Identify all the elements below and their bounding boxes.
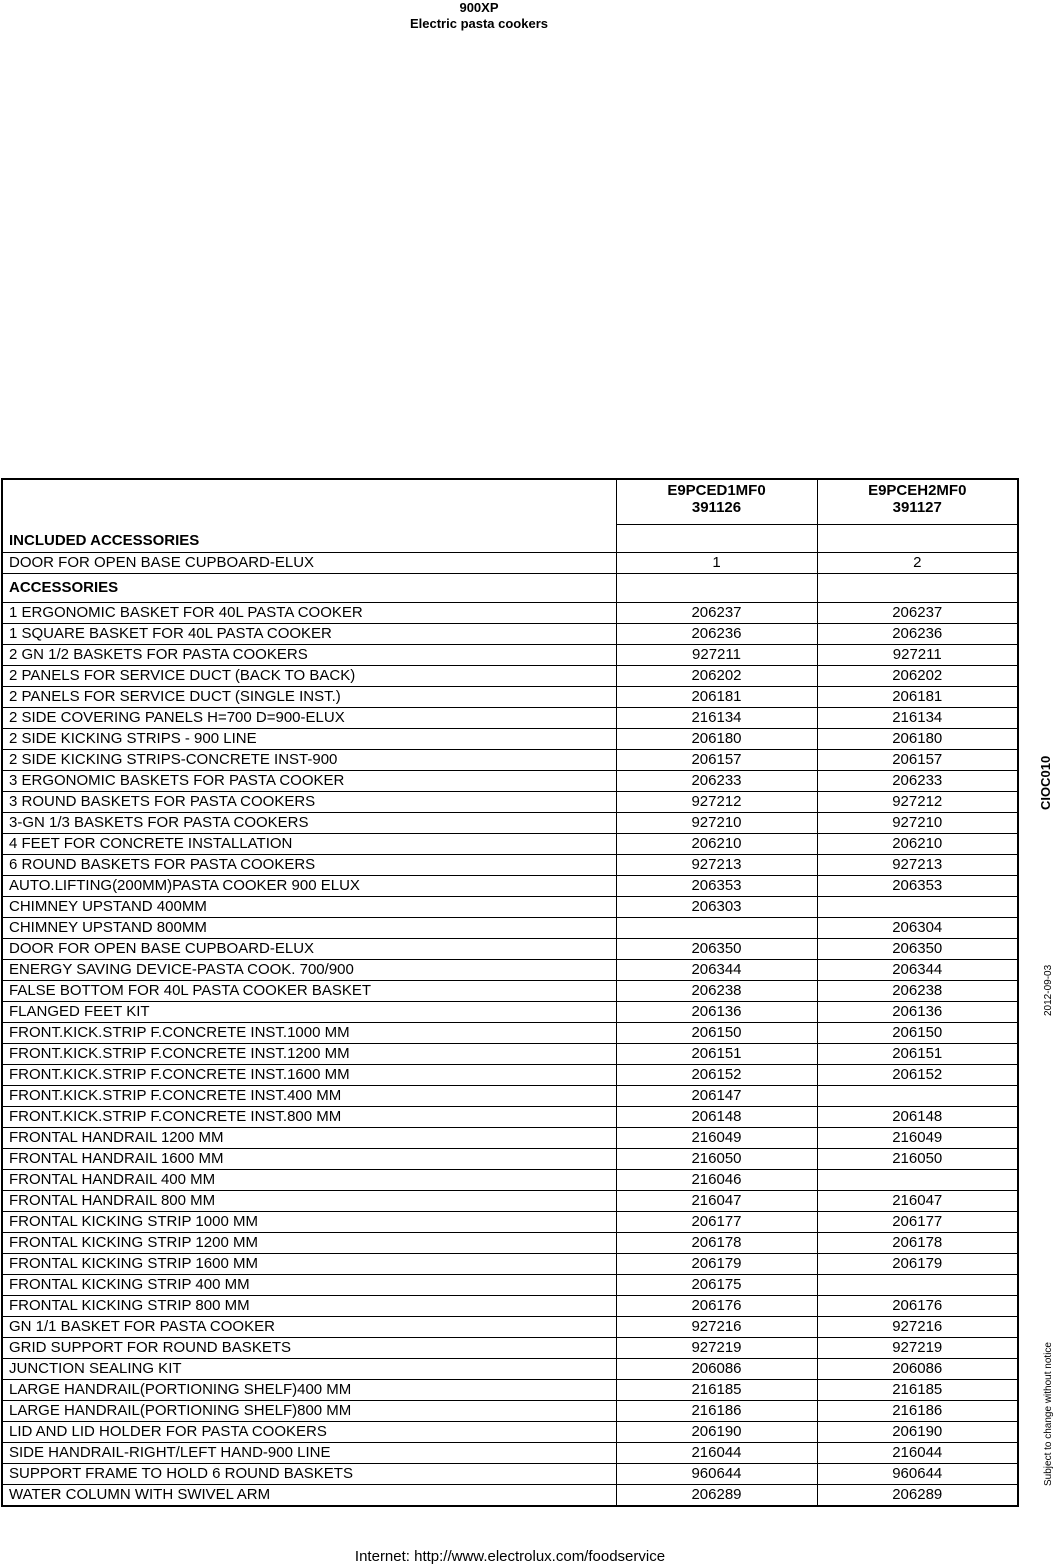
model-1-value: 206190: [616, 1422, 817, 1443]
accessory-name: FRONTAL HANDRAIL 800 MM: [2, 1191, 616, 1212]
model-1-value: 216050: [616, 1149, 817, 1170]
model-2-value: [817, 897, 1018, 918]
table-row: [2, 918, 1018, 939]
table-row: [2, 960, 1018, 981]
table-row: [2, 750, 1018, 771]
accessory-name: FRONT.KICK.STRIP F.CONCRETE INST.1600 MM: [2, 1065, 616, 1086]
accessory-name: FRONT.KICK.STRIP F.CONCRETE INST.1000 MM: [2, 1023, 616, 1044]
section-heading-row: [2, 574, 1018, 603]
model-2-value: 927212: [817, 792, 1018, 813]
page-header: [0, 0, 958, 32]
model-2-value: 206150: [817, 1023, 1018, 1044]
model-2-value: 216134: [817, 708, 1018, 729]
model-1-value: 216044: [616, 1443, 817, 1464]
accessory-name: LARGE HANDRAIL(PORTIONING SHELF)800 MM: [2, 1401, 616, 1422]
model-2-value: 206152: [817, 1065, 1018, 1086]
accessory-name: 2 SIDE COVERING PANELS H=700 D=900-ELUX: [2, 708, 616, 729]
model-1-value: 206151: [616, 1044, 817, 1065]
table-row: [2, 1107, 1018, 1128]
model-2-value: 2: [817, 553, 1018, 574]
model-1-value: 216185: [616, 1380, 817, 1401]
model-1-value: 206210: [616, 834, 817, 855]
model-1-value: 206353: [616, 876, 817, 897]
model-1-value: 206150: [616, 1023, 817, 1044]
accessory-name: GN 1/1 BASKET FOR PASTA COOKER: [2, 1317, 616, 1338]
model-2-value: 216044: [817, 1443, 1018, 1464]
model-1-value: 206176: [616, 1296, 817, 1317]
model-1-value: 206177: [616, 1212, 817, 1233]
model-1-value: 927212: [616, 792, 817, 813]
model-2-value: 206136: [817, 1002, 1018, 1023]
accessory-name: JUNCTION SEALING KIT: [2, 1359, 616, 1380]
footer-url: Internet: http://www.electrolux.com/foodservice: [354, 1548, 666, 1565]
model-2-value: 206350: [817, 939, 1018, 960]
model-1-value: 216049: [616, 1128, 817, 1149]
table-row: [2, 708, 1018, 729]
model-1-value: 216186: [616, 1401, 817, 1422]
accessory-name: 2 SIDE KICKING STRIPS - 900 LINE: [2, 729, 616, 750]
accessory-name: FRONT.KICK.STRIP F.CONCRETE INST.800 MM: [2, 1107, 616, 1128]
table-row: [2, 834, 1018, 855]
table-row: [2, 1317, 1018, 1338]
table-row: [2, 624, 1018, 645]
model-2-value: 206237: [817, 603, 1018, 624]
model-1-value: 206179: [616, 1254, 817, 1275]
model-1-value: 206237: [616, 603, 817, 624]
model-2-value: 206238: [817, 981, 1018, 1002]
included-accessories-heading: INCLUDED ACCESSORIES: [2, 479, 616, 553]
model-1-value: 206157: [616, 750, 817, 771]
model-1-value: 927211: [616, 645, 817, 666]
model-1-value: 927210: [616, 813, 817, 834]
model-1-value: 206233: [616, 771, 817, 792]
table-row: [2, 876, 1018, 897]
model-2-value: 206179: [817, 1254, 1018, 1275]
model-1-value: 206202: [616, 666, 817, 687]
accessory-name: FRONTAL HANDRAIL 1200 MM: [2, 1128, 616, 1149]
accessory-name: DOOR FOR OPEN BASE CUPBOARD-ELUX: [2, 939, 616, 960]
accessory-name: 1 ERGONOMIC BASKET FOR 40L PASTA COOKER: [2, 603, 616, 624]
model-code: 391127: [892, 499, 942, 516]
table-row: [2, 645, 1018, 666]
table-row: [2, 939, 1018, 960]
accessory-name: 2 SIDE KICKING STRIPS-CONCRETE INST-900: [2, 750, 616, 771]
model-2-value: 206178: [817, 1233, 1018, 1254]
table-row: [2, 1212, 1018, 1233]
model-1-value: 206180: [616, 729, 817, 750]
accessory-name: SUPPORT FRAME TO HOLD 6 ROUND BASKETS: [2, 1464, 616, 1485]
accessory-name: FRONTAL KICKING STRIP 1200 MM: [2, 1233, 616, 1254]
model-2-value: [817, 1170, 1018, 1191]
accessory-name: 2 PANELS FOR SERVICE DUCT (BACK TO BACK): [2, 666, 616, 687]
accessory-name: 3 ROUND BASKETS FOR PASTA COOKERS: [2, 792, 616, 813]
model-2-value: 206289: [817, 1485, 1018, 1507]
accessory-name: FLANGED FEET KIT: [2, 1002, 616, 1023]
model-2-value: 206233: [817, 771, 1018, 792]
accessory-name: FRONTAL KICKING STRIP 1600 MM: [2, 1254, 616, 1275]
table-row: [2, 771, 1018, 792]
model-2-value: 206086: [817, 1359, 1018, 1380]
model-2-value: 206157: [817, 750, 1018, 771]
model-2-value: 216049: [817, 1128, 1018, 1149]
model-1-value: 206238: [616, 981, 817, 1002]
model-2-value: 927210: [817, 813, 1018, 834]
model-code: 391126: [691, 499, 742, 516]
table-row: [2, 1044, 1018, 1065]
model-2-value: 960644: [817, 1464, 1018, 1485]
model-1-value: 927219: [616, 1338, 817, 1359]
model-2-value: 206181: [817, 687, 1018, 708]
model-1-value: 206178: [616, 1233, 817, 1254]
table-row: [2, 1233, 1018, 1254]
table-row: [2, 1485, 1018, 1507]
accessories-heading: ACCESSORIES: [2, 574, 616, 603]
model-2-value: 206202: [817, 666, 1018, 687]
model-2-value: 927213: [817, 855, 1018, 876]
accessory-name: LID AND LID HOLDER FOR PASTA COOKERS: [2, 1422, 616, 1443]
table-row: [2, 1128, 1018, 1149]
model-2-value: 927219: [817, 1338, 1018, 1359]
table-row: [2, 792, 1018, 813]
accessory-name: FRONTAL KICKING STRIP 800 MM: [2, 1296, 616, 1317]
table-row: [2, 1275, 1018, 1296]
model-1-value: 206236: [616, 624, 817, 645]
table-row: [2, 855, 1018, 876]
accessory-name: GRID SUPPORT FOR ROUND BASKETS: [2, 1338, 616, 1359]
table-row: [2, 1401, 1018, 1422]
accessory-name: DOOR FOR OPEN BASE CUPBOARD-ELUX: [2, 553, 616, 574]
model-1-value: 206344: [616, 960, 817, 981]
document-code: CIOC010: [1038, 755, 1053, 810]
model-1-value: 216046: [616, 1170, 817, 1191]
model-1-value: 206175: [616, 1275, 817, 1296]
model-1-value: 927213: [616, 855, 817, 876]
product-line-title: 900XP: [459, 0, 499, 15]
table-row: [2, 897, 1018, 918]
model-2-value: 216186: [817, 1401, 1018, 1422]
model-1-value: 960644: [616, 1464, 817, 1485]
model-1-value: [616, 918, 817, 939]
model-column-2: [817, 479, 1018, 525]
table-row: [2, 729, 1018, 750]
table-row: [2, 1002, 1018, 1023]
model-1-value: 206147: [616, 1086, 817, 1107]
model-1-value: 216134: [616, 708, 817, 729]
model-2-value: 206210: [817, 834, 1018, 855]
model-1-value: 206350: [616, 939, 817, 960]
accessory-name: AUTO.LIFTING(200MM)PASTA COOKER 900 ELUX: [2, 876, 616, 897]
model-1-value: 206181: [616, 687, 817, 708]
accessory-name: FRONTAL HANDRAIL 1600 MM: [2, 1149, 616, 1170]
table-row: [2, 1170, 1018, 1191]
accessory-name: FRONT.KICK.STRIP F.CONCRETE INST.400 MM: [2, 1086, 616, 1107]
model-2-value: 927216: [817, 1317, 1018, 1338]
accessory-name: FRONT.KICK.STRIP F.CONCRETE INST.1200 MM: [2, 1044, 616, 1065]
accessory-name: CHIMNEY UPSTAND 400MM: [2, 897, 616, 918]
table-row: [2, 553, 1018, 574]
accessory-name: FALSE BOTTOM FOR 40L PASTA COOKER BASKET: [2, 981, 616, 1002]
model-1-value: 206086: [616, 1359, 817, 1380]
table-row: [2, 1149, 1018, 1170]
model-2-value: 206190: [817, 1422, 1018, 1443]
model-1-value: 206303: [616, 897, 817, 918]
table-row: [2, 1338, 1018, 1359]
model-1-value: 206136: [616, 1002, 817, 1023]
document-date: 2012-09-03: [1043, 964, 1054, 1016]
accessory-name: FRONTAL KICKING STRIP 1000 MM: [2, 1212, 616, 1233]
model-2-value: 216050: [817, 1149, 1018, 1170]
table-row: [2, 666, 1018, 687]
table-row: [2, 1380, 1018, 1401]
accessory-name: FRONTAL KICKING STRIP 400 MM: [2, 1275, 616, 1296]
model-1-value: 206152: [616, 1065, 817, 1086]
table-row: [2, 1359, 1018, 1380]
accessory-name: FRONTAL HANDRAIL 400 MM: [2, 1170, 616, 1191]
table-row: [2, 603, 1018, 624]
model-1-value: 206289: [616, 1485, 817, 1507]
accessory-name: 1 SQUARE BASKET FOR 40L PASTA COOKER: [2, 624, 616, 645]
table-row: [2, 981, 1018, 1002]
model-1-value: 927216: [616, 1317, 817, 1338]
table-row: [2, 1254, 1018, 1275]
table-row: [2, 1065, 1018, 1086]
accessory-name: 2 PANELS FOR SERVICE DUCT (SINGLE INST.): [2, 687, 616, 708]
model-2-value: [817, 1275, 1018, 1296]
model-name: E9PCEH2MF0: [868, 482, 967, 499]
accessory-name: 3 ERGONOMIC BASKETS FOR PASTA COOKER: [2, 771, 616, 792]
accessory-name: 2 GN 1/2 BASKETS FOR PASTA COOKERS: [2, 645, 616, 666]
accessory-name: WATER COLUMN WITH SWIVEL ARM: [2, 1485, 616, 1507]
accessory-name: 6 ROUND BASKETS FOR PASTA COOKERS: [2, 855, 616, 876]
model-2-value: 206236: [817, 624, 1018, 645]
table-header-row: [2, 479, 1018, 525]
model-name: E9PCED1MF0: [667, 482, 766, 499]
table-row: [2, 1296, 1018, 1317]
model-2-value: 927211: [817, 645, 1018, 666]
table-row: [2, 1023, 1018, 1044]
model-2-value: 206148: [817, 1107, 1018, 1128]
accessory-name: 4 FEET FOR CONCRETE INSTALLATION: [2, 834, 616, 855]
table-row: [2, 1422, 1018, 1443]
model-2-value: 216185: [817, 1380, 1018, 1401]
model-2-value: 206177: [817, 1212, 1018, 1233]
model-2-value: 206151: [817, 1044, 1018, 1065]
table-row: [2, 813, 1018, 834]
model-1-value: 1: [616, 553, 817, 574]
model-1-value: 216047: [616, 1191, 817, 1212]
model-2-value: 206353: [817, 876, 1018, 897]
model-2-value: 206304: [817, 918, 1018, 939]
table-row: [2, 687, 1018, 708]
table-row: [2, 1191, 1018, 1212]
table-row: [2, 1086, 1018, 1107]
product-subtitle: Electric pasta cookers: [409, 16, 549, 31]
model-2-value: 206180: [817, 729, 1018, 750]
accessory-name: LARGE HANDRAIL(PORTIONING SHELF)400 MM: [2, 1380, 616, 1401]
change-notice: Subject to change without notice: [1043, 1342, 1054, 1486]
table-row: [2, 1443, 1018, 1464]
accessories-table: [1, 478, 1019, 1507]
model-1-value: 206148: [616, 1107, 817, 1128]
model-2-value: [817, 1086, 1018, 1107]
model-2-value: 206344: [817, 960, 1018, 981]
accessory-name: SIDE HANDRAIL-RIGHT/LEFT HAND-900 LINE: [2, 1443, 616, 1464]
model-2-value: 206176: [817, 1296, 1018, 1317]
accessory-name: CHIMNEY UPSTAND 800MM: [2, 918, 616, 939]
model-column-1: [616, 479, 817, 525]
accessory-name: ENERGY SAVING DEVICE-PASTA COOK. 700/900: [2, 960, 616, 981]
table-row: [2, 1464, 1018, 1485]
accessory-name: 3-GN 1/3 BASKETS FOR PASTA COOKERS: [2, 813, 616, 834]
model-2-value: 216047: [817, 1191, 1018, 1212]
